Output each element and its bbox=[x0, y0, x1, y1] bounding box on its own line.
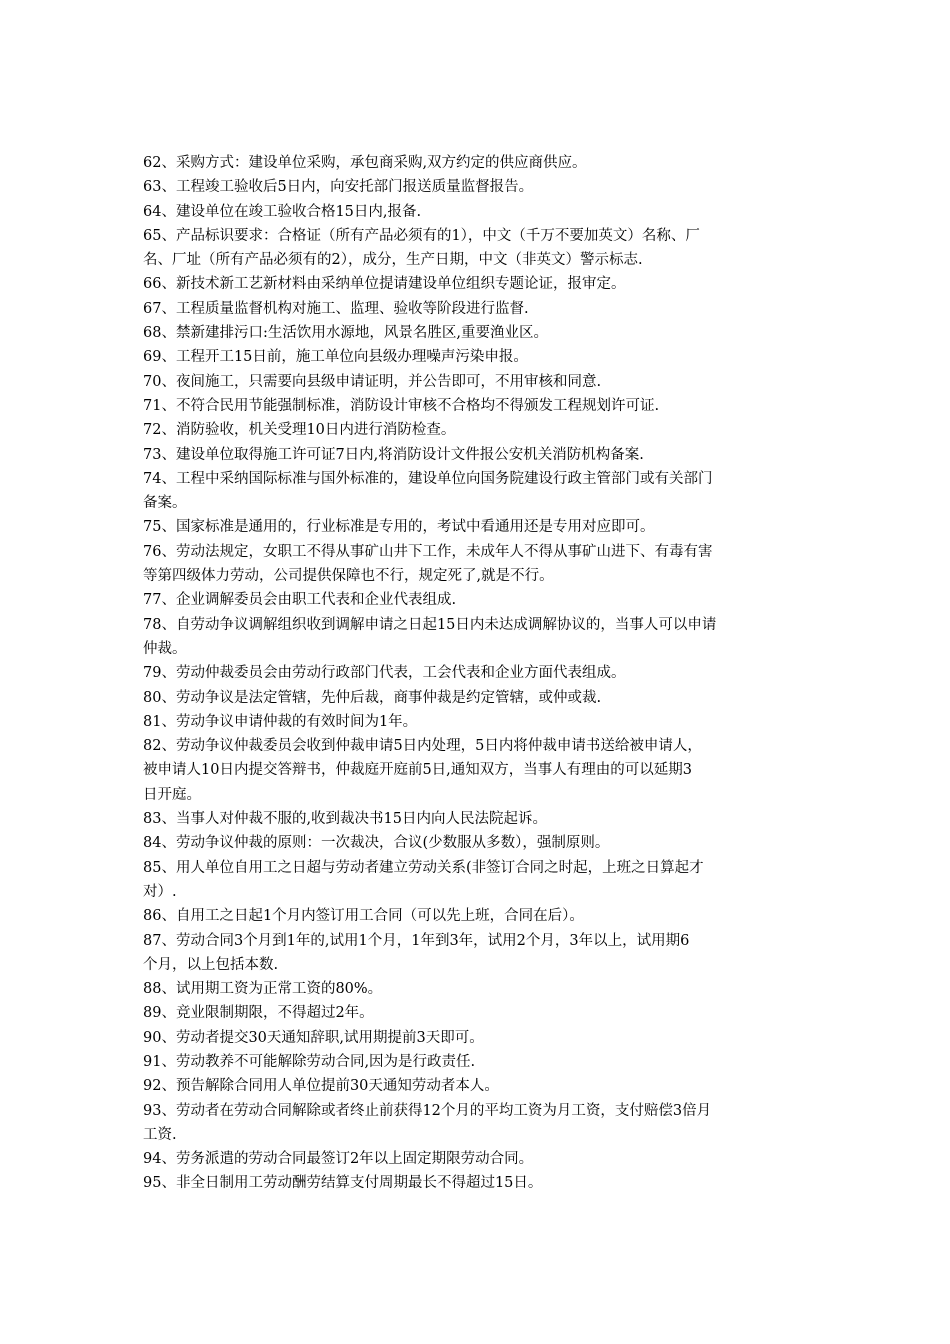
list-item-line: 93、劳动者在劳动合同解除或者终止前获得12个月的平均工资为月工资，支付赔偿3倍月 bbox=[143, 1102, 712, 1119]
list-item bbox=[143, 734, 809, 807]
list-item bbox=[143, 1147, 809, 1171]
list-item-line: 76、劳动法规定，女职工不得从事矿山井下工作，未成年人不得从事矿山进下、有毒有害 bbox=[143, 543, 713, 560]
list-item-line: 被申请人10日内提交答辩书，仲裁庭开庭前5日,通知双方，当事人有理由的可以延期3 bbox=[143, 762, 693, 779]
list-item-line: 68、禁新建排污口:生活饮用水源地，风景名胜区,重要渔业区。 bbox=[143, 325, 548, 342]
list-item bbox=[143, 443, 809, 467]
list-item bbox=[143, 710, 809, 734]
list-item-line: 62、采购方式：建设单位采购，承包商采购,双方约定的供应商供应。 bbox=[143, 155, 587, 171]
list-item bbox=[143, 1050, 809, 1074]
list-item bbox=[143, 661, 809, 685]
list-item bbox=[143, 1099, 809, 1148]
list-item-line: 72、消防验收，机关受理10日内进行消防检查。 bbox=[143, 422, 456, 439]
list-item-line: 91、劳动教养不可能解除劳动合同,因为是行政责任. bbox=[143, 1053, 476, 1070]
list-item-line: 78、自劳动争议调解组织收到调解申请之日起15日内未达成调解协议的，当事人可以申请 bbox=[143, 616, 717, 633]
list-item bbox=[143, 831, 809, 855]
list-item-line: 工资. bbox=[143, 1126, 177, 1143]
list-item bbox=[143, 588, 809, 612]
list-item bbox=[143, 1026, 809, 1050]
list-item bbox=[143, 370, 809, 394]
list-item-line: 90、劳动者提交30天通知辞职,试用期提前3天即可。 bbox=[143, 1029, 484, 1046]
list-item-line: 83、当事人对仲裁不服的,收到裁决书15日内向人民法院起诉。 bbox=[143, 811, 548, 828]
document-body bbox=[143, 151, 809, 1196]
list-item-line: 86、自用工之日起1个月内签订用工合同（可以先上班，合同在后）。 bbox=[143, 908, 584, 925]
list-item-line: 个月，以上包括本数. bbox=[143, 956, 279, 973]
list-item-line: 71、不符合民用节能强制标准，消防设计审核不合格均不得颁发工程规划许可证. bbox=[143, 397, 660, 414]
list-item-line: 73、建设单位取得施工许可证7日内,将消防设计文件报公安机关消防机构备案. bbox=[143, 446, 644, 463]
list-item-line: 对）. bbox=[143, 883, 177, 900]
list-item bbox=[143, 345, 809, 369]
list-item-line: 82、劳动争议仲裁委员会收到仲裁申请5日内处理，5日内将仲裁申请书送给被申请人， bbox=[143, 738, 702, 755]
list-item bbox=[143, 856, 809, 905]
list-item bbox=[143, 151, 809, 175]
list-item bbox=[143, 1001, 809, 1025]
list-item-line: 94、劳务派遣的劳动合同最签订2年以上固定期限劳动合同。 bbox=[143, 1151, 534, 1168]
list-item-line: 84、劳动争议仲裁的原则：一次裁决，合议(少数服从多数），强制原则。 bbox=[143, 835, 610, 852]
list-item bbox=[143, 272, 809, 296]
list-item bbox=[143, 394, 809, 418]
list-item bbox=[143, 321, 809, 345]
list-item-line: 77、企业调解委员会由职工代表和企业代表组成. bbox=[143, 592, 457, 609]
list-item-line: 75、国家标准是通用的，行业标准是专用的，考试中看通用还是专用对应即可。 bbox=[143, 519, 655, 536]
list-item bbox=[143, 175, 809, 199]
list-item bbox=[143, 297, 809, 321]
list-item bbox=[143, 515, 809, 539]
list-item-line: 95、非全日制用工劳动酬劳结算支付周期最长不得超过15日。 bbox=[143, 1175, 543, 1192]
list-item-line: 64、建设单位在竣工验收合格15日内,报备. bbox=[143, 203, 422, 220]
list-item bbox=[143, 929, 809, 978]
list-item-line: 等第四级体力劳动，公司提供保障也不行，规定死了,就是不行。 bbox=[143, 568, 554, 585]
list-item-line: 89、竞业限制期限，不得超过2年。 bbox=[143, 1005, 374, 1022]
list-item bbox=[143, 224, 809, 273]
list-item-line: 88、试用期工资为正常工资的80%。 bbox=[143, 981, 383, 998]
list-item-line: 80、劳动争议是法定管辖，先仲后裁，商事仲裁是约定管辖，或仲或裁. bbox=[143, 689, 602, 706]
list-item-line: 67、工程质量监督机构对施工、监理、验收等阶段进行监督. bbox=[143, 300, 529, 317]
list-item-line: 85、用人单位自用工之日超与劳动者建立劳动关系(非签订合同之时起，上班之日算起才 bbox=[143, 859, 704, 876]
list-item-line: 名、厂址（所有产品必须有的2），成分，生产日期，中文（非英文）警示标志. bbox=[143, 252, 643, 269]
list-item-line: 65、产品标识要求：合格证（所有产品必须有的1），中文（千万不要加英文）名称、厂 bbox=[143, 227, 700, 244]
list-item bbox=[143, 807, 809, 831]
list-item bbox=[143, 613, 809, 662]
list-item-line: 日开庭。 bbox=[143, 786, 201, 803]
list-item-line: 仲裁。 bbox=[143, 640, 187, 657]
list-item bbox=[143, 686, 809, 710]
list-item-line: 备案。 bbox=[143, 495, 187, 512]
list-item-line: 92、预告解除合同用人单位提前30天通知劳动者本人。 bbox=[143, 1078, 499, 1095]
list-item-line: 69、工程开工15日前，施工单位向县级办理噪声污染申报。 bbox=[143, 349, 528, 366]
list-item bbox=[143, 467, 809, 516]
list-item bbox=[143, 418, 809, 442]
list-item bbox=[143, 540, 809, 589]
list-item-line: 81、劳动争议申请仲裁的有效时间为1年。 bbox=[143, 713, 418, 730]
list-item-line: 66、新技术新工艺新材料由采纳单位提请建设单位组织专题论证，报审定。 bbox=[143, 276, 626, 293]
list-item bbox=[143, 904, 809, 928]
list-item-line: 70、夜间施工，只需要向县级申请证明，并公告即可，不用审核和同意. bbox=[143, 373, 602, 390]
list-item-line: 74、工程中采纳国际标准与国外标准的，建设单位向国务院建设行政主管部门或有关部门 bbox=[143, 470, 713, 487]
list-item bbox=[143, 200, 809, 224]
list-item bbox=[143, 1171, 809, 1195]
list-item-line: 87、劳动合同3个月到1年的,试用1个月，1年到3年，试用2个月，3年以上，试用期6 bbox=[143, 932, 690, 949]
list-item-line: 79、劳动仲裁委员会由劳动行政部门代表，工会代表和企业方面代表组成。 bbox=[143, 665, 626, 682]
list-item bbox=[143, 977, 809, 1001]
list-item-line: 63、工程竣工验收后5日内，向安托部门报送质量监督报告。 bbox=[143, 179, 534, 196]
list-item bbox=[143, 1074, 809, 1098]
